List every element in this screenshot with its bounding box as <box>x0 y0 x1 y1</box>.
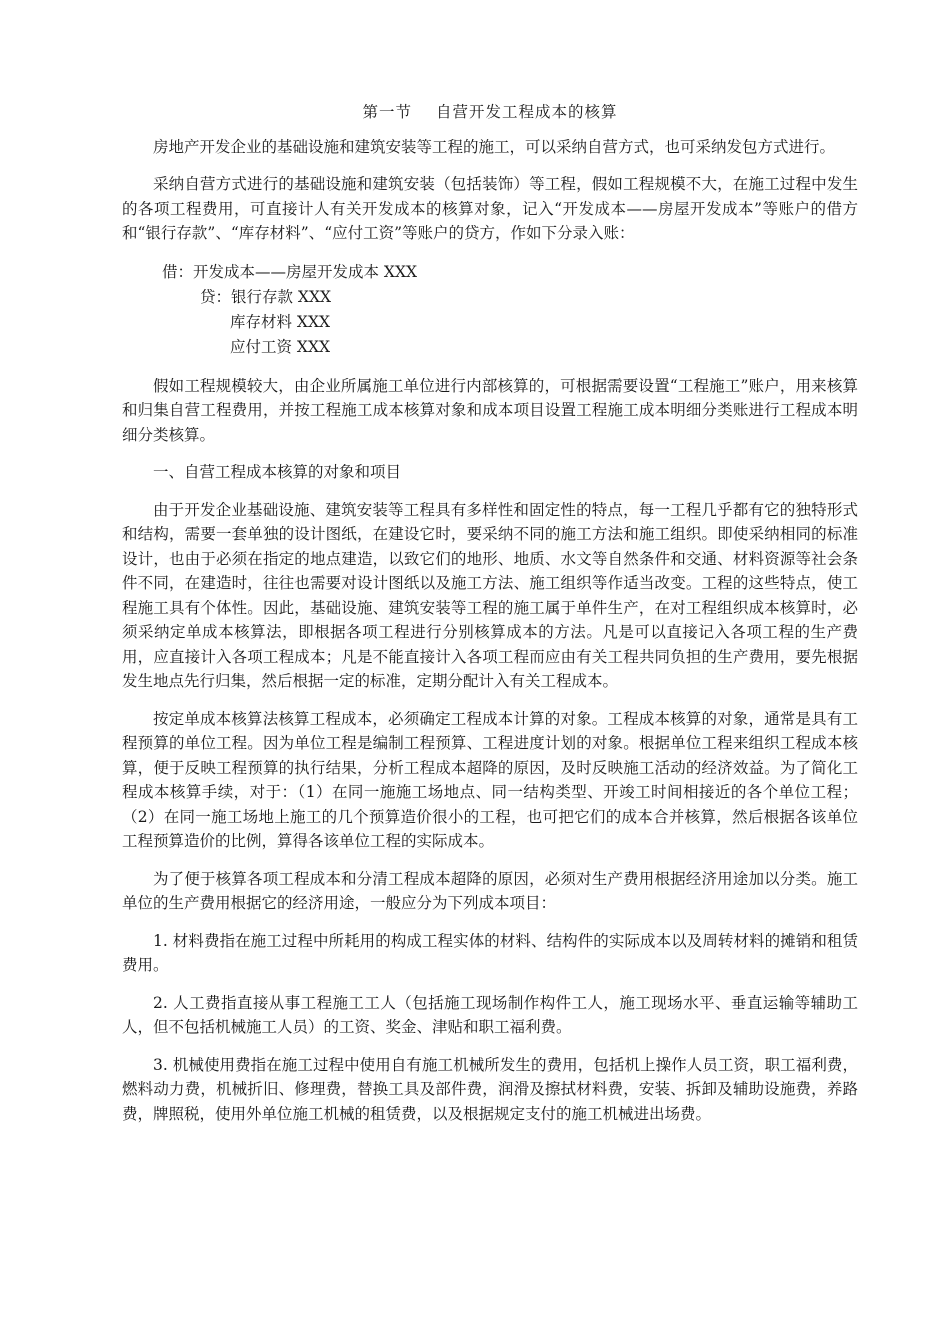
paragraph-intro: 房地产开发企业的基础设施和建筑安装等工程的施工，可以采纳自营方式，也可采纳发包方式进行。 <box>153 137 836 156</box>
paragraph-characteristics: 由于开发企业基础设施、建筑安装等工程具有多样性和固定性的特点，每一工程几乎都有它的独特形式和结构，需要一套单独的设计图纸，在建设它时，要采纳不同的施工方法和施工组织。即使采纳相同的标准设计，也由于必须在指定的地点建造，以致它们的地形、地质、水文等自然条件和交通、材料资源等社会条件不同，在建造时，往往也需要对设计图纸以及施工方法、施工组织等作适当改变。工程的这些特点，使工程施工具有个体性。因此，基础设施、建筑安装等工程的施工属于单件生产，在对工程组织成本核算时，必须采纳定单成本核算法，即根据各项工程进行分别核算成本的方法。凡是可以直接记入各项工程的生产费用，应直接计入各项工程成本；凡是不能直接计入各项工程而应由有关工程共同负担的生产费用，要先根据发生地点先行归集，然后根据一定的标准，定期分配计入有关工程成本。 <box>122 500 858 690</box>
journal-credit-line: 贷：银行存款 XXX <box>200 287 332 306</box>
section-title-text: 自营开发工程成本的核算 <box>436 103 618 121</box>
journal-credit-line: 库存材料 XXX <box>230 312 331 331</box>
paragraph-cost-items: 为了便于核算各项工程成本和分清工程成本超降的原因，必须对生产费用根据经济用途加以分类。施工单位的生产费用根据它的经济用途，一般应分为下列成本项目： <box>122 869 858 912</box>
paragraph-cost-object: 按定单成本核算法核算工程成本，必须确定工程成本计算的对象。工程成本核算的对象，通常是具有工程预算的单位工程。因为单位工程是编制工程预算、工程进度计划的对象。根据单位工程来组织工程成本核算，便于反映工程预算的执行结果，分析工程成本超降的原因，及时反映施工活动的经济效益。为了简化工程成本核算手续，对于：（1）在同一施施工场地点、同一结构类型、开竣工时间相接近的各个单位工程；（2）在同一施工场地上施工的几个预算造价很小的工程，也可把它们的成本合并核算，然后根据各该单位工程预算造价的比例，算得各该单位工程的实际成本。 <box>122 709 858 850</box>
section-title <box>122 100 858 125</box>
list-item-machinery: 3. 机械使用费指在施工过程中使用自有施工机械所发生的费用，包括机上操作人员工资，职工福利费，燃料动力费，机械折旧、修理费，替换工具及部件费，润滑及擦拭材料费，安装、拆卸及辅助设施费，养路费，牌照税，使用外单位施工机械的租赁费，以及根据规定支付的施工机械进出场费。 <box>122 1055 858 1123</box>
subsection-heading: 一、自营工程成本核算的对象和项目 <box>153 463 402 481</box>
paragraph-self-operated: 采纳自营方式进行的基础设施和建筑安装（包括装饰）等工程，假如工程规模不大，在施工过程中发生的各项工程费用，可直接计人有关开发成本的核算对象，记入“开发成本——房屋开发成本”等账户的借方和“银行存款”、“库存材料”、“应付工资”等账户的贷方，作如下分录入账： <box>122 175 858 242</box>
journal-debit-line: 借：开发成本——房屋开发成本 XXX <box>162 262 418 281</box>
list-item-labor: 2. 人工费指直接从事工程施工工人（包括施工现场制作构件工人，施工现场水平、垂直运输等辅助工人，但不包括机械施工人员）的工资、奖金、津贴和职工福利费。 <box>122 993 858 1036</box>
list-item-material: 1. 材料费指在施工过程中所耗用的构成工程实体的材料、结构件的实际成本以及周转材料的摊销和租赁费用。 <box>122 931 858 974</box>
journal-entry <box>122 260 858 360</box>
paragraph-large-scale: 假如工程规模较大，由企业所属施工单位进行内部核算的，可根据需要设置“工程施工”账户，用来核算和归集自营工程费用，并按工程施工成本核算对象和成本项目设置工程施工成本明细分类账进行工程成本明细分类核算。 <box>122 376 858 444</box>
section-number: 第一节 <box>362 103 412 121</box>
journal-credit-line: 应付工资 XXX <box>230 337 331 356</box>
